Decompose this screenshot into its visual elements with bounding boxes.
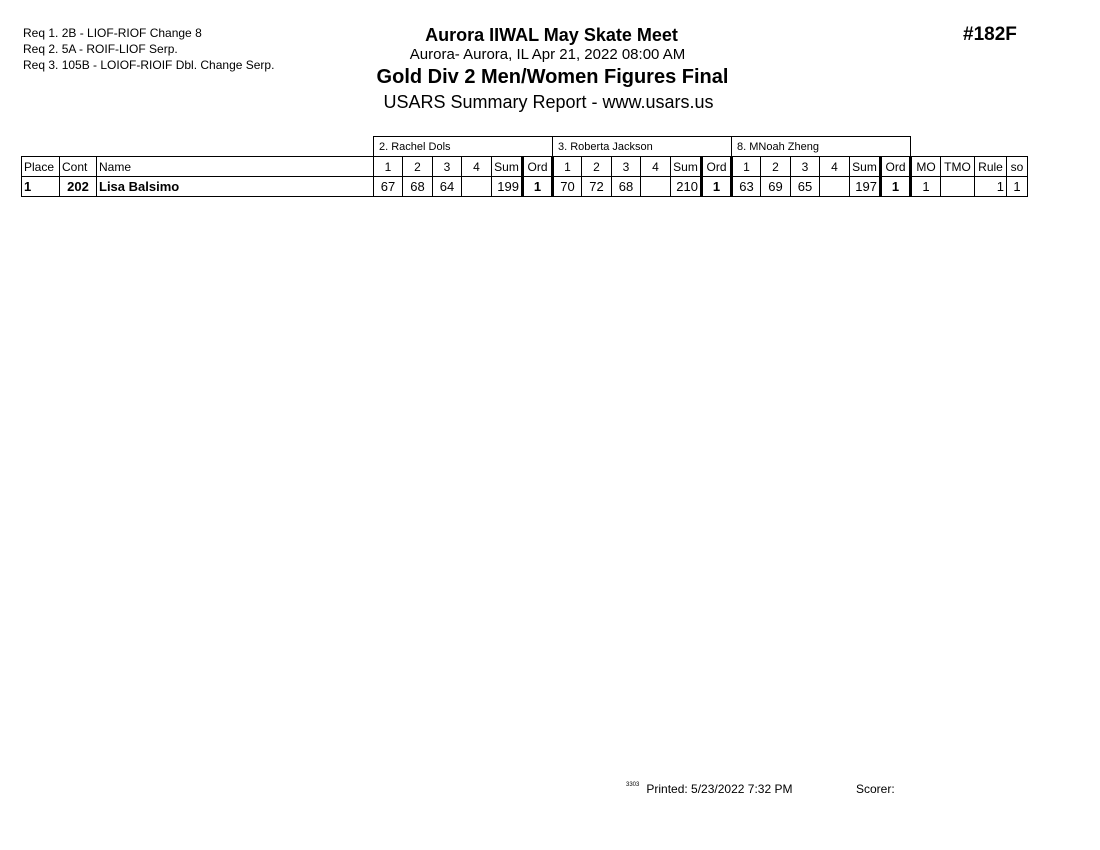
j3-score-3: 65 [791,177,820,197]
j3-score-4 [820,177,850,197]
requirements-list [23,25,274,73]
col-j1-4: 4 [462,157,492,177]
col-so: so [1007,157,1028,177]
report-code: 3303 [626,782,640,788]
row-tmo [941,177,975,197]
j1-score-2: 68 [403,177,433,197]
judge-2-name: 3. Roberta Jackson [553,137,732,157]
col-j2-sum: Sum [671,157,702,177]
judge-1-name: 2. Rachel Dols [374,137,553,157]
results-table [21,136,1028,197]
j3-ord: 1 [881,177,911,197]
j1-ord: 1 [523,177,553,197]
scorer-label: Scorer: [856,782,895,796]
col-j2-3: 3 [612,157,641,177]
row-cont: 202 [60,177,97,197]
j1-sum: 199 [492,177,523,197]
event-title: Aurora IIWAL May Skate Meet [425,25,678,45]
col-j3-2: 2 [761,157,791,177]
col-j1-3: 3 [433,157,462,177]
j2-ord: 1 [702,177,732,197]
j3-sum: 197 [850,177,881,197]
j1-score-1: 67 [374,177,403,197]
j1-score-4 [462,177,492,197]
col-j1-2: 2 [403,157,433,177]
j3-score-1: 63 [732,177,761,197]
row-name: Lisa Balsimo [97,177,374,197]
division-title: Gold Div 2 Men/Women Figures Final [376,66,729,88]
requirement-2: Req 2. 5A - ROIF-LIOF Serp. [23,42,178,56]
col-j2-2: 2 [582,157,612,177]
judge-3-name: 8. MNoah Zheng [732,137,911,157]
col-j2-ord: Ord [702,157,732,177]
printed-timestamp [626,782,792,796]
col-place: Place [22,157,60,177]
col-j3-1: 1 [732,157,761,177]
printed-text: Printed: 5/23/2022 7:32 PM [646,782,793,796]
j2-score-4 [641,177,671,197]
j3-score-2: 69 [761,177,791,197]
row-rule: 1 [975,177,1007,197]
col-j3-4: 4 [820,157,850,177]
col-j2-1: 1 [553,157,582,177]
requirement-3: Req 3. 105B - LOIOF-RIOIF Dbl. Change Serp. [23,58,275,72]
table-row [22,177,1028,197]
row-mo: 1 [911,177,941,197]
col-j3-sum: Sum [850,157,881,177]
col-j1-sum: Sum [492,157,523,177]
j1-score-3: 64 [433,177,462,197]
report-header [300,24,805,114]
col-mo: MO [911,157,941,177]
event-subtitle: Aurora- Aurora, IL Apr 21, 2022 08:00 AM [409,46,686,63]
col-tmo: TMO [941,157,975,177]
row-place: 1 [22,177,60,197]
j2-score-3: 68 [612,177,641,197]
col-j1-1: 1 [374,157,403,177]
j2-score-2: 72 [582,177,612,197]
col-name: Name [97,157,374,177]
j2-score-1: 70 [553,177,582,197]
report-title: USARS Summary Report - www.usars.us [383,92,714,112]
column-header-row [22,157,1028,177]
col-j3-ord: Ord [881,157,911,177]
requirement-1: Req 1. 2B - LIOF-RIOF Change 8 [23,26,202,40]
col-rule: Rule [975,157,1007,177]
j2-sum: 210 [671,177,702,197]
judge-header-row [22,137,1028,157]
row-so: 1 [1007,177,1028,197]
col-j2-4: 4 [641,157,671,177]
col-cont: Cont [60,157,97,177]
col-j3-3: 3 [791,157,820,177]
col-j1-ord: Ord [523,157,553,177]
event-number: #182F [963,24,1017,45]
